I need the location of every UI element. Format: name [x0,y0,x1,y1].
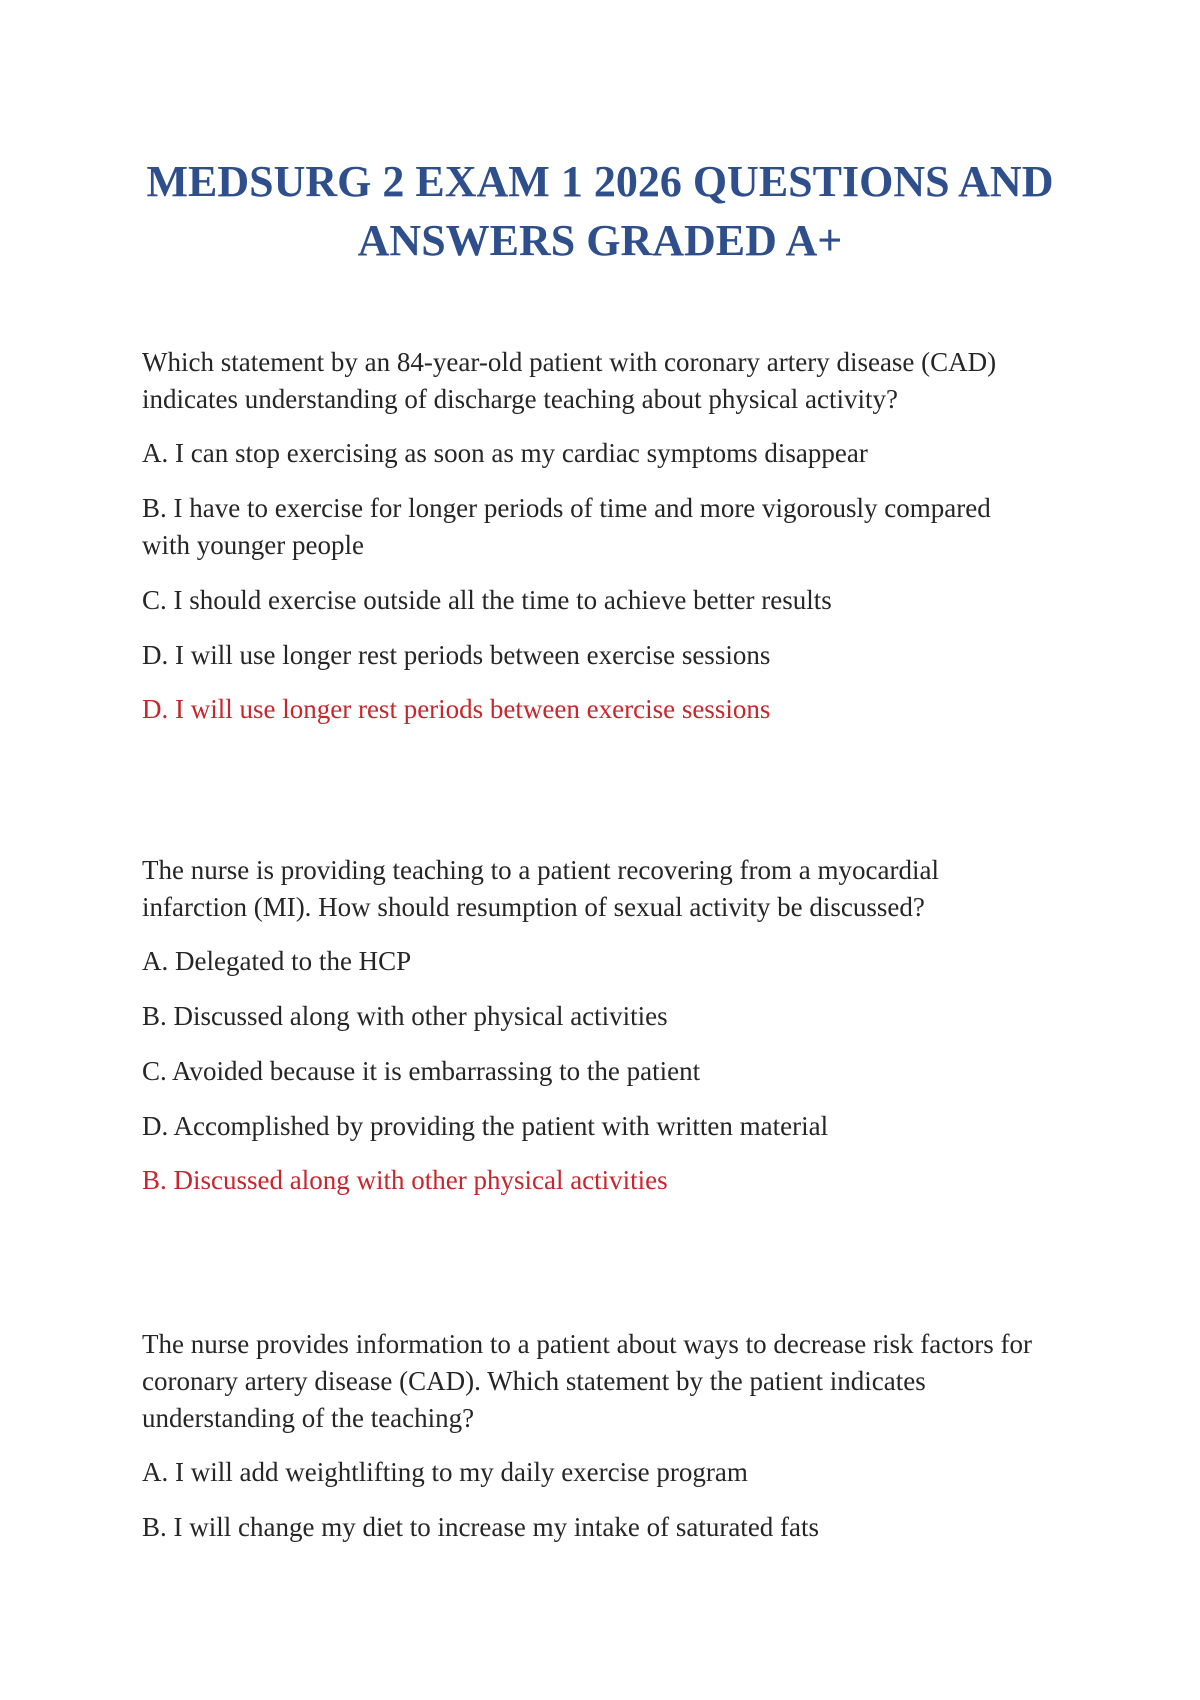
question-1 [142,344,1082,728]
question-1-option-a-line-1: A. I can stop exercising as soon as my cardiac symptoms disappear [142,438,868,468]
question-2-option-c [142,1053,1082,1090]
question-3-text-line-2: coronary artery disease (CAD). Which statement by the patient indicates [142,1366,926,1396]
question-2-option-d [142,1108,1082,1145]
question-1-option-b-line-2: with younger people [142,530,364,560]
question-1-text-line-1: Which statement by an 84-year-old patient with coronary artery disease (CAD) [142,347,997,377]
question-2-option-d-line-1: D. Accomplished by providing the patient with written material [142,1111,829,1141]
question-1-option-a [142,435,1082,472]
question-3-option-b [142,1509,1082,1546]
question-2-option-b-line-1: B. Discussed along with other physical activities [142,1001,668,1031]
question-2-option-c-line-1: C. Avoided because it is embarrassing to the patient [142,1056,701,1086]
question-3-option-a [142,1454,1082,1491]
question-2 [142,852,1082,1199]
question-1-text [142,344,1082,418]
question-2-option-b [142,998,1082,1035]
title-line-1: MEDSURG 2 EXAM 1 2026 QUESTIONS AND [146,157,1054,206]
question-2-option-a [142,943,1082,980]
question-1-option-c [142,582,1082,619]
question-1-option-d [142,637,1082,674]
question-1-option-d-line-1: D. I will use longer rest periods between exercise sessions [142,640,771,670]
question-3-text-line-3: understanding of the teaching? [142,1403,475,1433]
document-title [100,152,1100,270]
question-1-option-b-line-1: B. I have to exercise for longer periods of time and more vigorously compared [142,493,991,523]
question-3-option-a-line-1: A. I will add weightlifting to my daily exercise program [142,1457,748,1487]
question-1-option-b [142,490,1082,564]
question-2-option-a-line-1: A. Delegated to the HCP [142,946,412,976]
question-3-text [142,1326,1082,1437]
question-2-answer: B. Discussed along with other physical activities [142,1165,668,1195]
question-3-text-line-1: The nurse provides information to a patient about ways to decrease risk factors for [142,1329,1032,1359]
question-2-text-line-2: infarction (MI). How should resumption of sexual activity be discussed? [142,892,925,922]
question-1-option-c-line-1: C. I should exercise outside all the time to achieve better results [142,585,832,615]
question-2-text [142,852,1082,926]
title-line-2: ANSWERS GRADED A+ [357,216,843,265]
question-2-text-line-1: The nurse is providing teaching to a patient recovering from a myocardial [142,855,939,885]
question-1-answer: D. I will use longer rest periods between exercise sessions [142,694,771,724]
question-3 [142,1326,1082,1546]
question-3-option-b-line-1: B. I will change my diet to increase my intake of saturated fats [142,1512,820,1542]
question-1-text-line-2: indicates understanding of discharge teaching about physical activity? [142,384,899,414]
